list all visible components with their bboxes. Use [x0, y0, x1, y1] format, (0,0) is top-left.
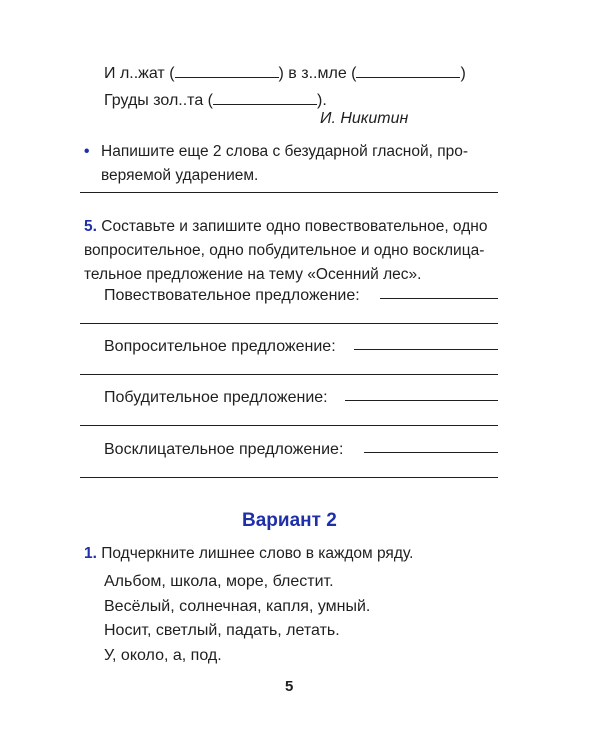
word-row[interactable]: Весёлый, солнечная, капля, умный. [104, 597, 371, 615]
answer-line[interactable] [80, 425, 498, 426]
task-5-number: 5. [84, 218, 97, 235]
page-number: 5 [285, 678, 294, 695]
poem-line-2-part-a: Груды зол..та ( [104, 92, 213, 109]
answer-line[interactable] [80, 374, 498, 375]
prompt-exclamatory: Восклицательное предложение: [104, 441, 344, 458]
answer-line[interactable] [80, 323, 498, 324]
answer-blank[interactable] [213, 90, 317, 105]
word-row[interactable]: Носит, светлый, падать, летать. [104, 622, 340, 639]
word-row[interactable]: У, около, а, под. [104, 646, 222, 664]
poem-line-1-part-c: ) [460, 65, 466, 82]
answer-blank[interactable] [356, 63, 460, 78]
variant-heading: Вариант 2 [242, 510, 337, 531]
task-5-text [84, 215, 487, 287]
word-row[interactable]: Альбом, школа, море, блестит. [104, 573, 334, 590]
answer-line[interactable] [364, 452, 498, 453]
poem-line-1-part-a: И л..жат ( [104, 65, 175, 82]
poem-line-2-part-b: ). [316, 92, 327, 109]
prompt-narrative: Повествовательное предложение: [104, 287, 360, 304]
answer-line[interactable] [380, 298, 498, 299]
answer-line[interactable] [354, 349, 498, 350]
answer-line[interactable] [80, 192, 498, 193]
task-1-instruction: 1. Подчеркните лишнее слово в каждом ряду. [84, 545, 414, 562]
answer-line[interactable] [80, 477, 498, 478]
answer-blank[interactable] [175, 63, 279, 78]
task-5-line-1: 5. Составьте и запишите одно повествовательное, одно [84, 218, 488, 235]
task-1-number: 1. [84, 545, 97, 562]
prompt-imperative: Побудительное предложение: [104, 389, 328, 406]
bullet-task-line-2: веряемой ударением. [101, 167, 259, 184]
task-5-line-3: тельное предложение на тему «Осенний лес». [84, 266, 422, 283]
prompt-interrogative: Вопросительное предложение: [104, 338, 336, 355]
word-rows [104, 570, 370, 668]
poem-line-1-part-b: ) в з..мле ( [278, 65, 357, 82]
poem-author: И. Никитин [320, 110, 409, 127]
task-5-line-2: вопросительное, одно побудительное и одно восклица- [84, 242, 485, 259]
poem-line-1 [104, 63, 466, 84]
bullet-task-line-1: Напишите еще 2 слова с безударной гласной, про- [101, 143, 469, 160]
bullet-task-text [101, 140, 468, 188]
answer-line[interactable] [345, 400, 498, 401]
poem-line-2 [104, 90, 327, 111]
bullet-marker: • [84, 143, 90, 160]
